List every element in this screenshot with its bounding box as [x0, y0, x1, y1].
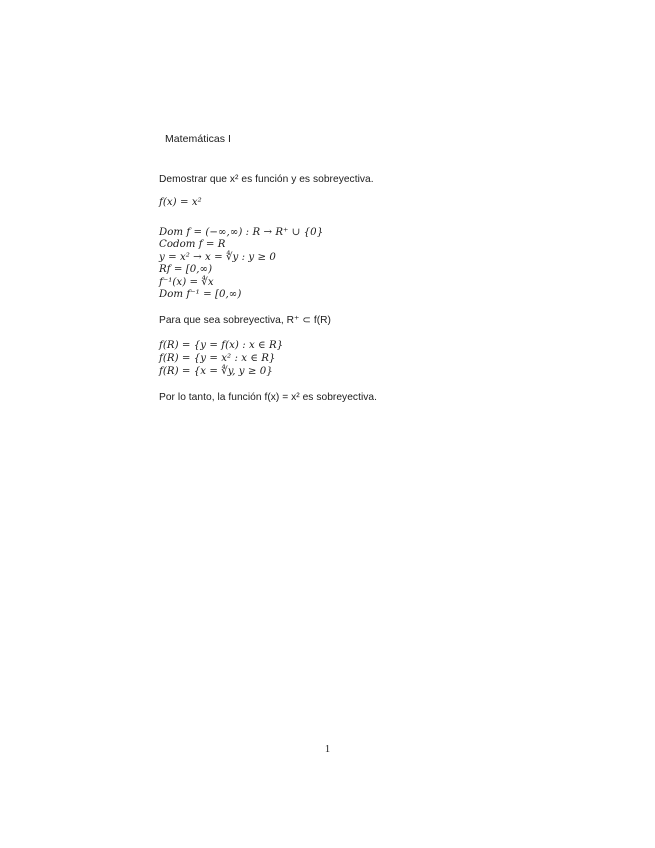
problem-statement: Demostrar que x² es función y es sobreyectiva.: [159, 174, 374, 185]
image-line: f(R) = {y = x² : x ∈ R}: [159, 353, 276, 364]
inverse-function-line: f⁻¹(x) = ∜x: [159, 277, 214, 288]
domain-line: Dom f = (−∞,∞) : R → R⁺ ∪ {0}: [159, 227, 324, 238]
inverse-derivation-line: y = x² → x = ∜y : y ≥ 0: [159, 252, 276, 263]
page-header: Matemáticas I: [165, 133, 232, 145]
surjective-condition: Para que sea sobreyectiva, R⁺ ⊂ f(R): [159, 315, 331, 326]
image-line: f(R) = {x = ∜y, y ≥ 0}: [159, 366, 273, 377]
function-definition: f(x) = x²: [159, 197, 202, 208]
codomain-line: Codom f = R: [159, 239, 226, 250]
page-number: 1: [324, 744, 331, 755]
inverse-domain-line: Dom f⁻¹ = [0,∞): [159, 289, 242, 300]
conclusion: Por lo tanto, la función f(x) = x² es sobreyectiva.: [159, 392, 377, 403]
image-line: f(R) = {y = f(x) : x ∈ R}: [159, 340, 284, 351]
range-line: Rf = [0,∞): [159, 264, 213, 275]
